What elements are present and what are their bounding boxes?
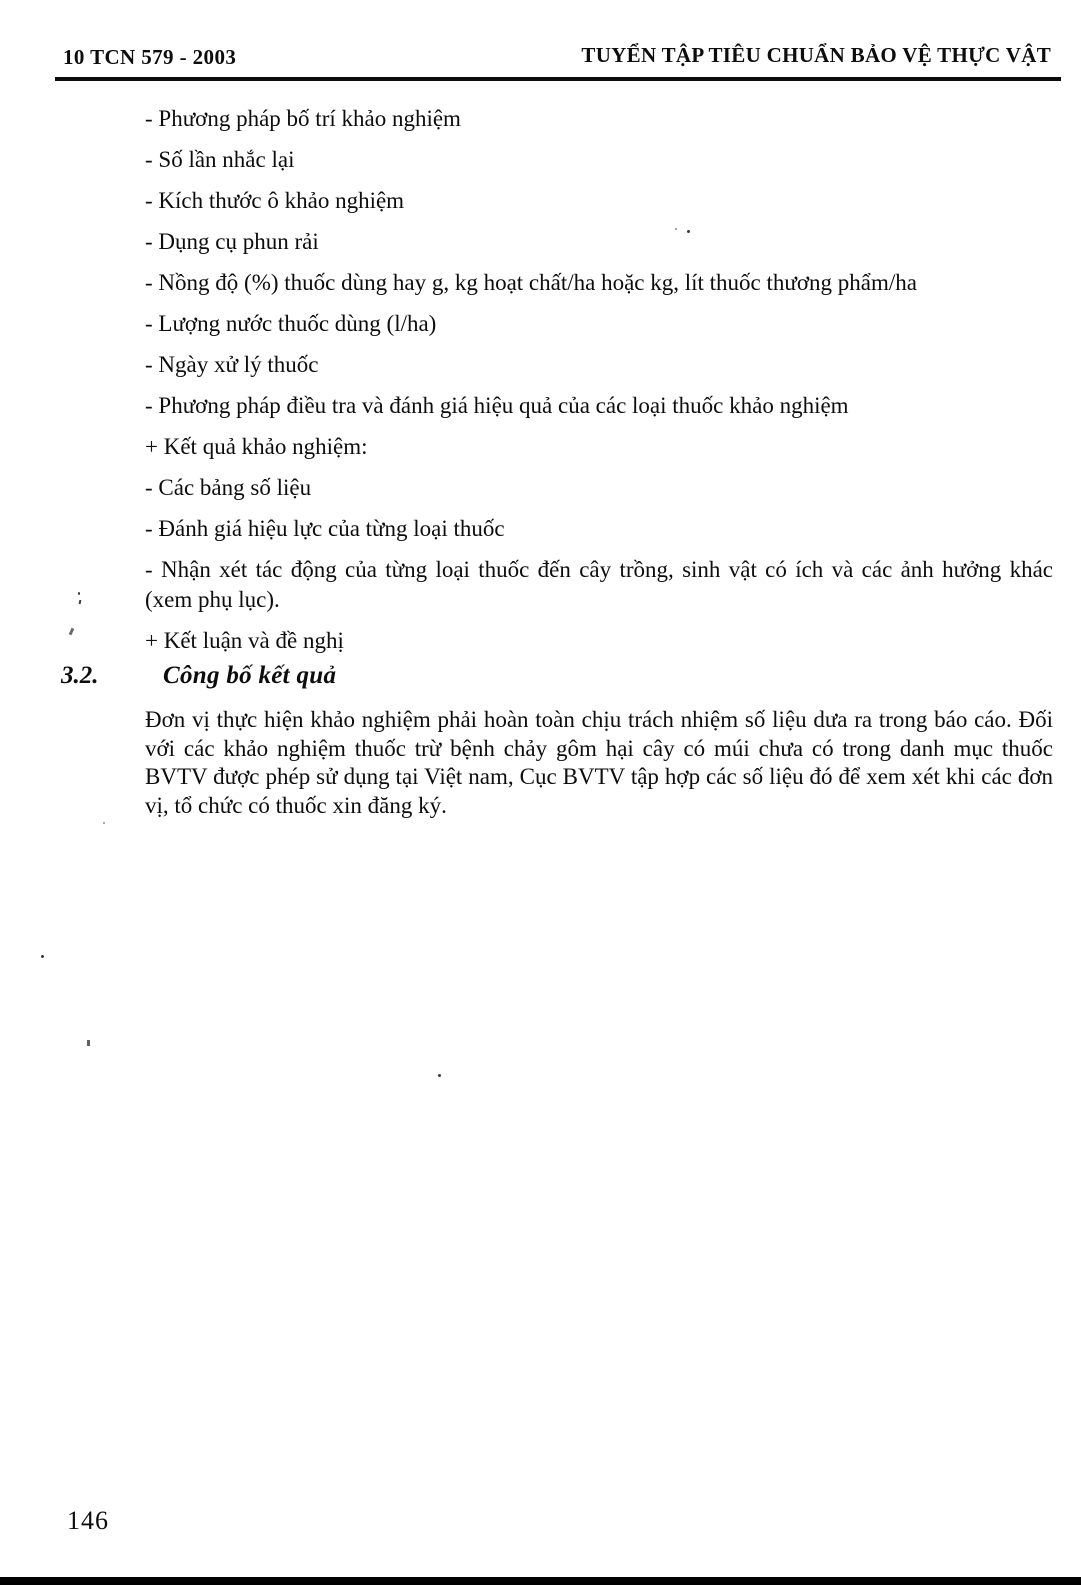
list-item-text: Kết luận và đề nghị — [163, 628, 344, 653]
list-item — [145, 145, 1053, 175]
list-marker: - — [145, 393, 153, 418]
list-item-text: Đánh giá hiệu lực của từng loại thuốc — [158, 516, 505, 541]
list-marker: + — [145, 628, 158, 653]
list-item-text: Lượng nước thuốc dùng (l/ha) — [158, 311, 437, 336]
list-marker: - — [145, 106, 153, 131]
list-item-text: Kết quả khảo nghiệm: — [163, 434, 368, 459]
page-bottom-rule — [0, 1577, 1081, 1585]
list-item — [145, 432, 1053, 462]
list-marker: - — [145, 475, 153, 500]
list-item — [145, 104, 1053, 134]
list-item-text: Ngày xử lý thuốc — [158, 352, 319, 377]
list-marker: - — [145, 557, 153, 582]
list-item-text: Dụng cụ phun rải — [158, 229, 319, 254]
scan-speck — [675, 228, 677, 230]
list-item — [145, 514, 1053, 544]
list-item — [145, 350, 1053, 380]
list-item — [145, 391, 1053, 421]
list-item — [145, 268, 1053, 298]
list-item-text: Kích thước ô khảo nghiệm — [158, 188, 405, 213]
list-marker: + — [145, 434, 158, 459]
scan-speck — [41, 955, 44, 958]
section-number: 3.2. — [61, 662, 99, 689]
list-marker: - — [145, 516, 153, 541]
list-marker: - — [145, 270, 153, 295]
header-collection-title: TUYỂN TẬP TIÊU CHUẨN BẢO VỆ THỰC VẬT — [581, 43, 1051, 67]
list-item — [145, 626, 1053, 656]
list-marker: - — [145, 352, 153, 377]
section-paragraph: Đơn vị thực hiện khảo nghiệm phải hoàn toàn chịu trách nhiệm số liệu dưa ra trong báo cáo. Đối với các khảo nghiệm thuốc trừ bệnh chảy gôm hại cây có múi chưa có trong danh mục thuốc BVTV được phép sử dụng tại Việt nam, Cục BVTV tập hợp các số liệu đó để xem xét khi các đơn vị, tổ chức có thuốc xin đăng ký. — [145, 707, 1053, 818]
list-marker: - — [145, 311, 153, 336]
header-rule — [55, 77, 1061, 81]
list-item-text: Phương pháp bố trí khảo nghiệm — [158, 106, 461, 131]
list-item — [145, 555, 1053, 615]
scan-speck — [687, 230, 690, 233]
list-item-text: Số lần nhắc lại — [158, 147, 295, 172]
header-standard-code: 10 TCN 579 - 2003 — [63, 45, 237, 69]
list-marker: - — [145, 147, 153, 172]
page-number: 146 — [67, 1506, 109, 1535]
scan-speck — [87, 1040, 90, 1046]
list-item — [145, 227, 1053, 257]
list-item-text: Nồng độ (%) thuốc dùng hay g, kg hoạt chất/ha hoặc kg, lít thuốc thương phẩm/ha — [158, 270, 917, 295]
scan-speck — [69, 628, 75, 636]
scan-speck — [79, 600, 82, 604]
scan-speck — [78, 592, 80, 595]
list-item — [145, 309, 1053, 339]
list-item-text: Các bảng số liệu — [158, 475, 312, 500]
list-marker: - — [145, 229, 153, 254]
scan-speck — [438, 1074, 441, 1077]
list-item-text: Nhận xét tác động của từng loại thuốc đến cây trồng, sinh vật có ích và các ảnh hưởng khác (xem phụ lục). — [145, 557, 1054, 612]
scan-speck — [103, 822, 105, 824]
list-marker: - — [145, 188, 153, 213]
list-item — [145, 186, 1053, 216]
list-item-text: Phương pháp điều tra và đánh giá hiệu quả của các loại thuốc khảo nghiệm — [158, 393, 849, 418]
report-content-list — [145, 104, 1053, 667]
list-item — [145, 473, 1053, 503]
section-title: Công bố kết quả — [163, 662, 337, 689]
